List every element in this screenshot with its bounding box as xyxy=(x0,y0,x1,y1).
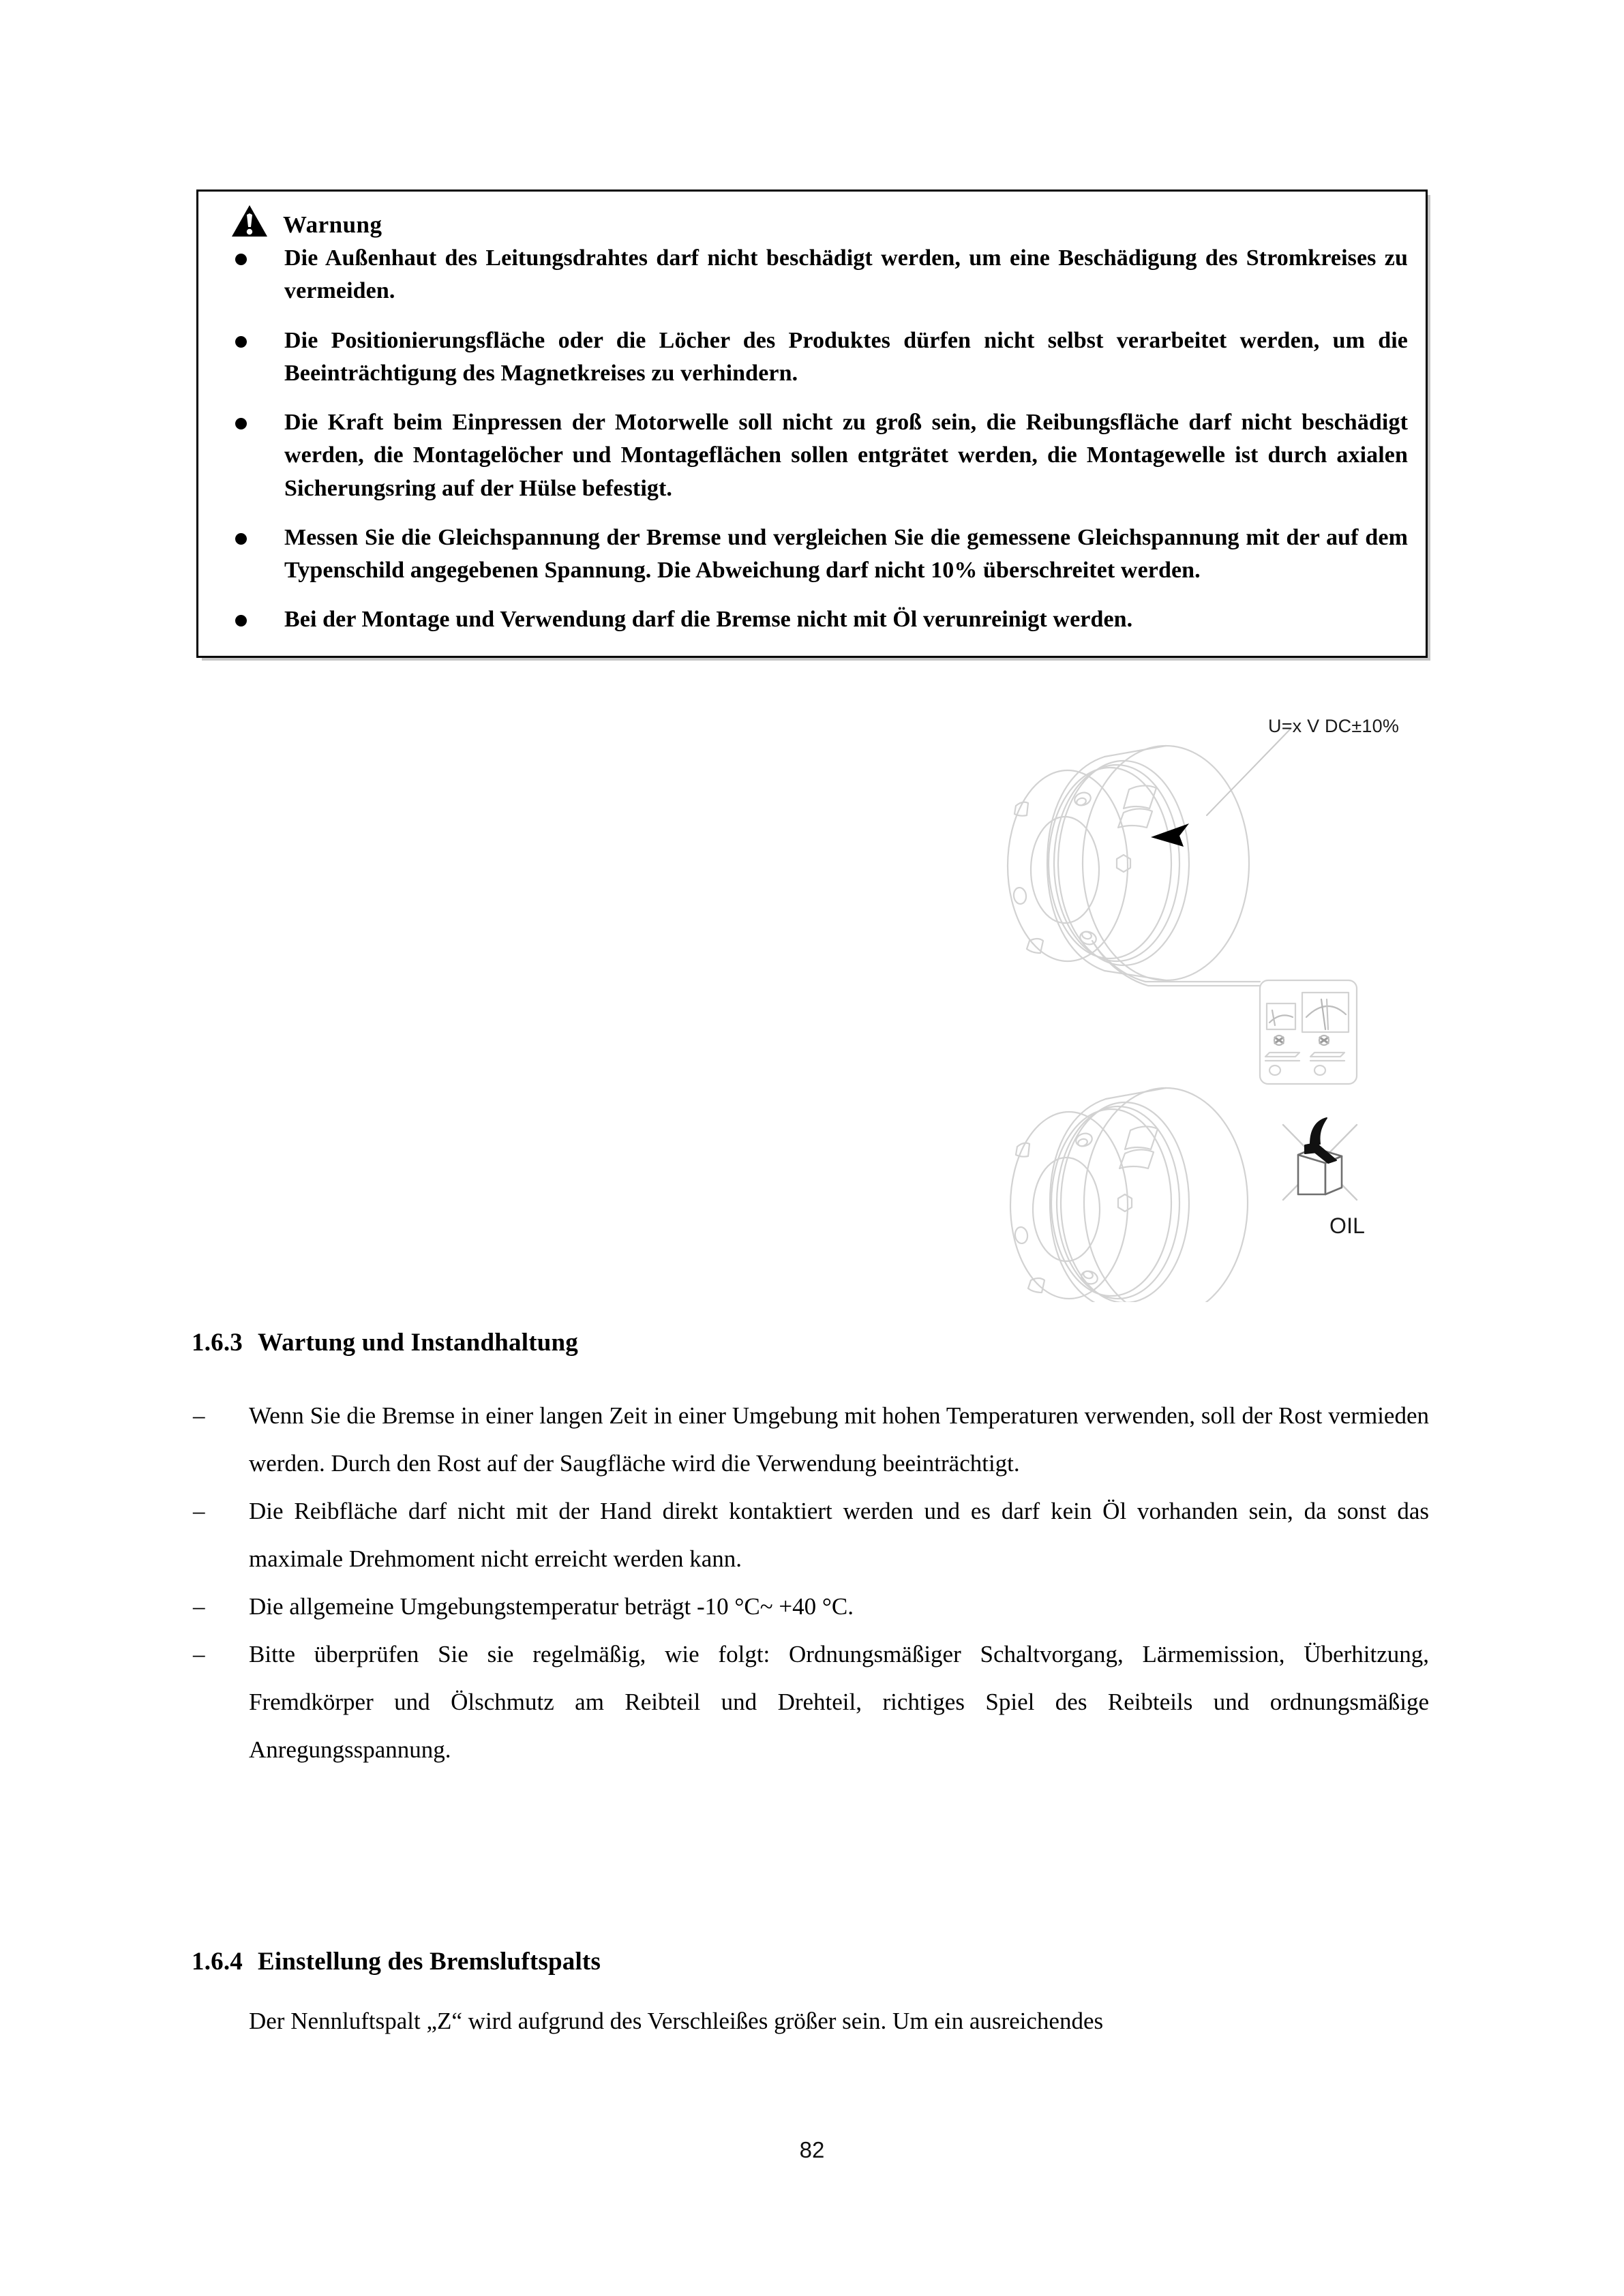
section-heading-airgap xyxy=(192,1947,601,1976)
maintenance-item-text: Die allgemeine Umgebungstemperatur beträgt -10 °C~ +40 °C. xyxy=(249,1593,854,1620)
bullet-dot-icon xyxy=(235,533,247,545)
brake-assembly-top-icon xyxy=(1008,746,1260,986)
warning-triangle-icon xyxy=(231,204,268,238)
warning-bullet-text: Die Positionierungsfläche oder die Löcher des Produktes dürfen nicht selbst verarbeitet werden, um die Beeinträchtigung des Magnetkreises zu verhindern. xyxy=(284,327,1408,386)
warning-title: Warnung xyxy=(283,211,382,238)
bullet-dot-icon xyxy=(235,336,247,348)
maintenance-list-item xyxy=(192,1392,1429,1487)
brake-illustration-svg xyxy=(975,689,1479,1302)
warning-callout-box xyxy=(196,190,1428,658)
brake-illustration-figure xyxy=(975,689,1479,1302)
maintenance-item-text: Wenn Sie die Bremse in einer langen Zeit in einer Umgebung mit hohen Temperaturen verwenden, soll der Rost vermieden werden. Durch den Rost auf der Saugfläche wird die Verwendung beeinträchtigt. xyxy=(249,1402,1429,1477)
warning-bullet-item xyxy=(216,324,1408,391)
warning-header xyxy=(216,204,1408,238)
maintenance-list-item xyxy=(192,1631,1429,1774)
warning-bullet-text: Die Kraft beim Einpressen der Motorwelle soll nicht zu groß sein, die Reibungsfläche darf nicht beschädigt werden, die Montagelöcher und Montageflächen sollen entgrätet werden, die Montagewelle ist durch axialen Sicherungsring auf der Hülse befestigt. xyxy=(284,410,1408,501)
section-title: Wartung und Instandhaltung xyxy=(258,1329,578,1357)
voltage-label: U=x V DC±10% xyxy=(1268,716,1400,736)
maintenance-item-text: Bitte überprüfen Sie sie regelmäßig, wie folgt: Ordnungsmäßiger Schaltvorgang, Lärmemission, Überhitzung, Fremdkörper und Ölschmutz am Reibteil und Drehteil, richtiges Spiel des Reibteils und ordnungsmäßige Anregungsspannung. xyxy=(249,1641,1429,1763)
bullet-dot-icon xyxy=(235,254,247,265)
dash-bullet-icon: – xyxy=(193,1498,205,1524)
maintenance-item-text: Die Reibfläche darf nicht mit der Hand direkt kontaktiert werden und es darf kein Öl vorhanden sein, da sonst das maximale Drehmoment nicht erreicht werden kann. xyxy=(249,1498,1429,1572)
maintenance-list-item xyxy=(192,1583,1429,1631)
warning-bullet-list xyxy=(216,242,1408,637)
section-number: 1.6.4 xyxy=(192,1948,243,1976)
dash-bullet-icon: – xyxy=(193,1641,205,1667)
warning-bullet-item xyxy=(216,406,1408,505)
maintenance-list xyxy=(192,1392,1429,1774)
warning-bullet-text: Messen Sie die Gleichspannung der Bremse und vergleichen Sie die gemessene Gleichspannung mit der auf dem Typenschild angegebenen Spannung. Die Abweichung darf nicht 10% überschreitet werden. xyxy=(284,524,1408,584)
oil-can-prohibited-icon xyxy=(1283,1118,1357,1200)
page-number: 82 xyxy=(799,2137,825,2162)
section-number: 1.6.3 xyxy=(192,1329,243,1357)
warning-bullet-item xyxy=(216,603,1408,636)
multimeter-icon xyxy=(1260,980,1357,1084)
warning-bullet-text: Die Außenhaut des Leitungsdrahtes darf nicht beschädigt werden, um eine Beschädigung des Stromkreises zu vermeiden. xyxy=(284,245,1408,304)
brake-assembly-bottom-icon xyxy=(1010,1088,1248,1302)
bullet-dot-icon xyxy=(235,615,247,626)
section-title: Einstellung des Bremsluftspalts xyxy=(258,1948,601,1976)
dash-bullet-icon: – xyxy=(193,1402,205,1429)
airgap-paragraph: Der Nennluftspalt „Z“ wird aufgrund des Verschleißes größer sein. Um ein ausreichendes xyxy=(249,2008,1104,2034)
oil-label: OIL xyxy=(1329,1213,1366,1238)
maintenance-list-item xyxy=(192,1487,1429,1583)
bullet-dot-icon xyxy=(235,418,247,429)
warning-bullet-item xyxy=(216,522,1408,588)
section-heading-maintenance xyxy=(192,1328,578,1357)
warning-bullet-text: Bei der Montage und Verwendung darf die Bremse nicht mit Öl verunreinigt werden. xyxy=(284,607,1133,633)
dash-bullet-icon: – xyxy=(193,1593,205,1620)
warning-bullet-item xyxy=(216,242,1408,308)
